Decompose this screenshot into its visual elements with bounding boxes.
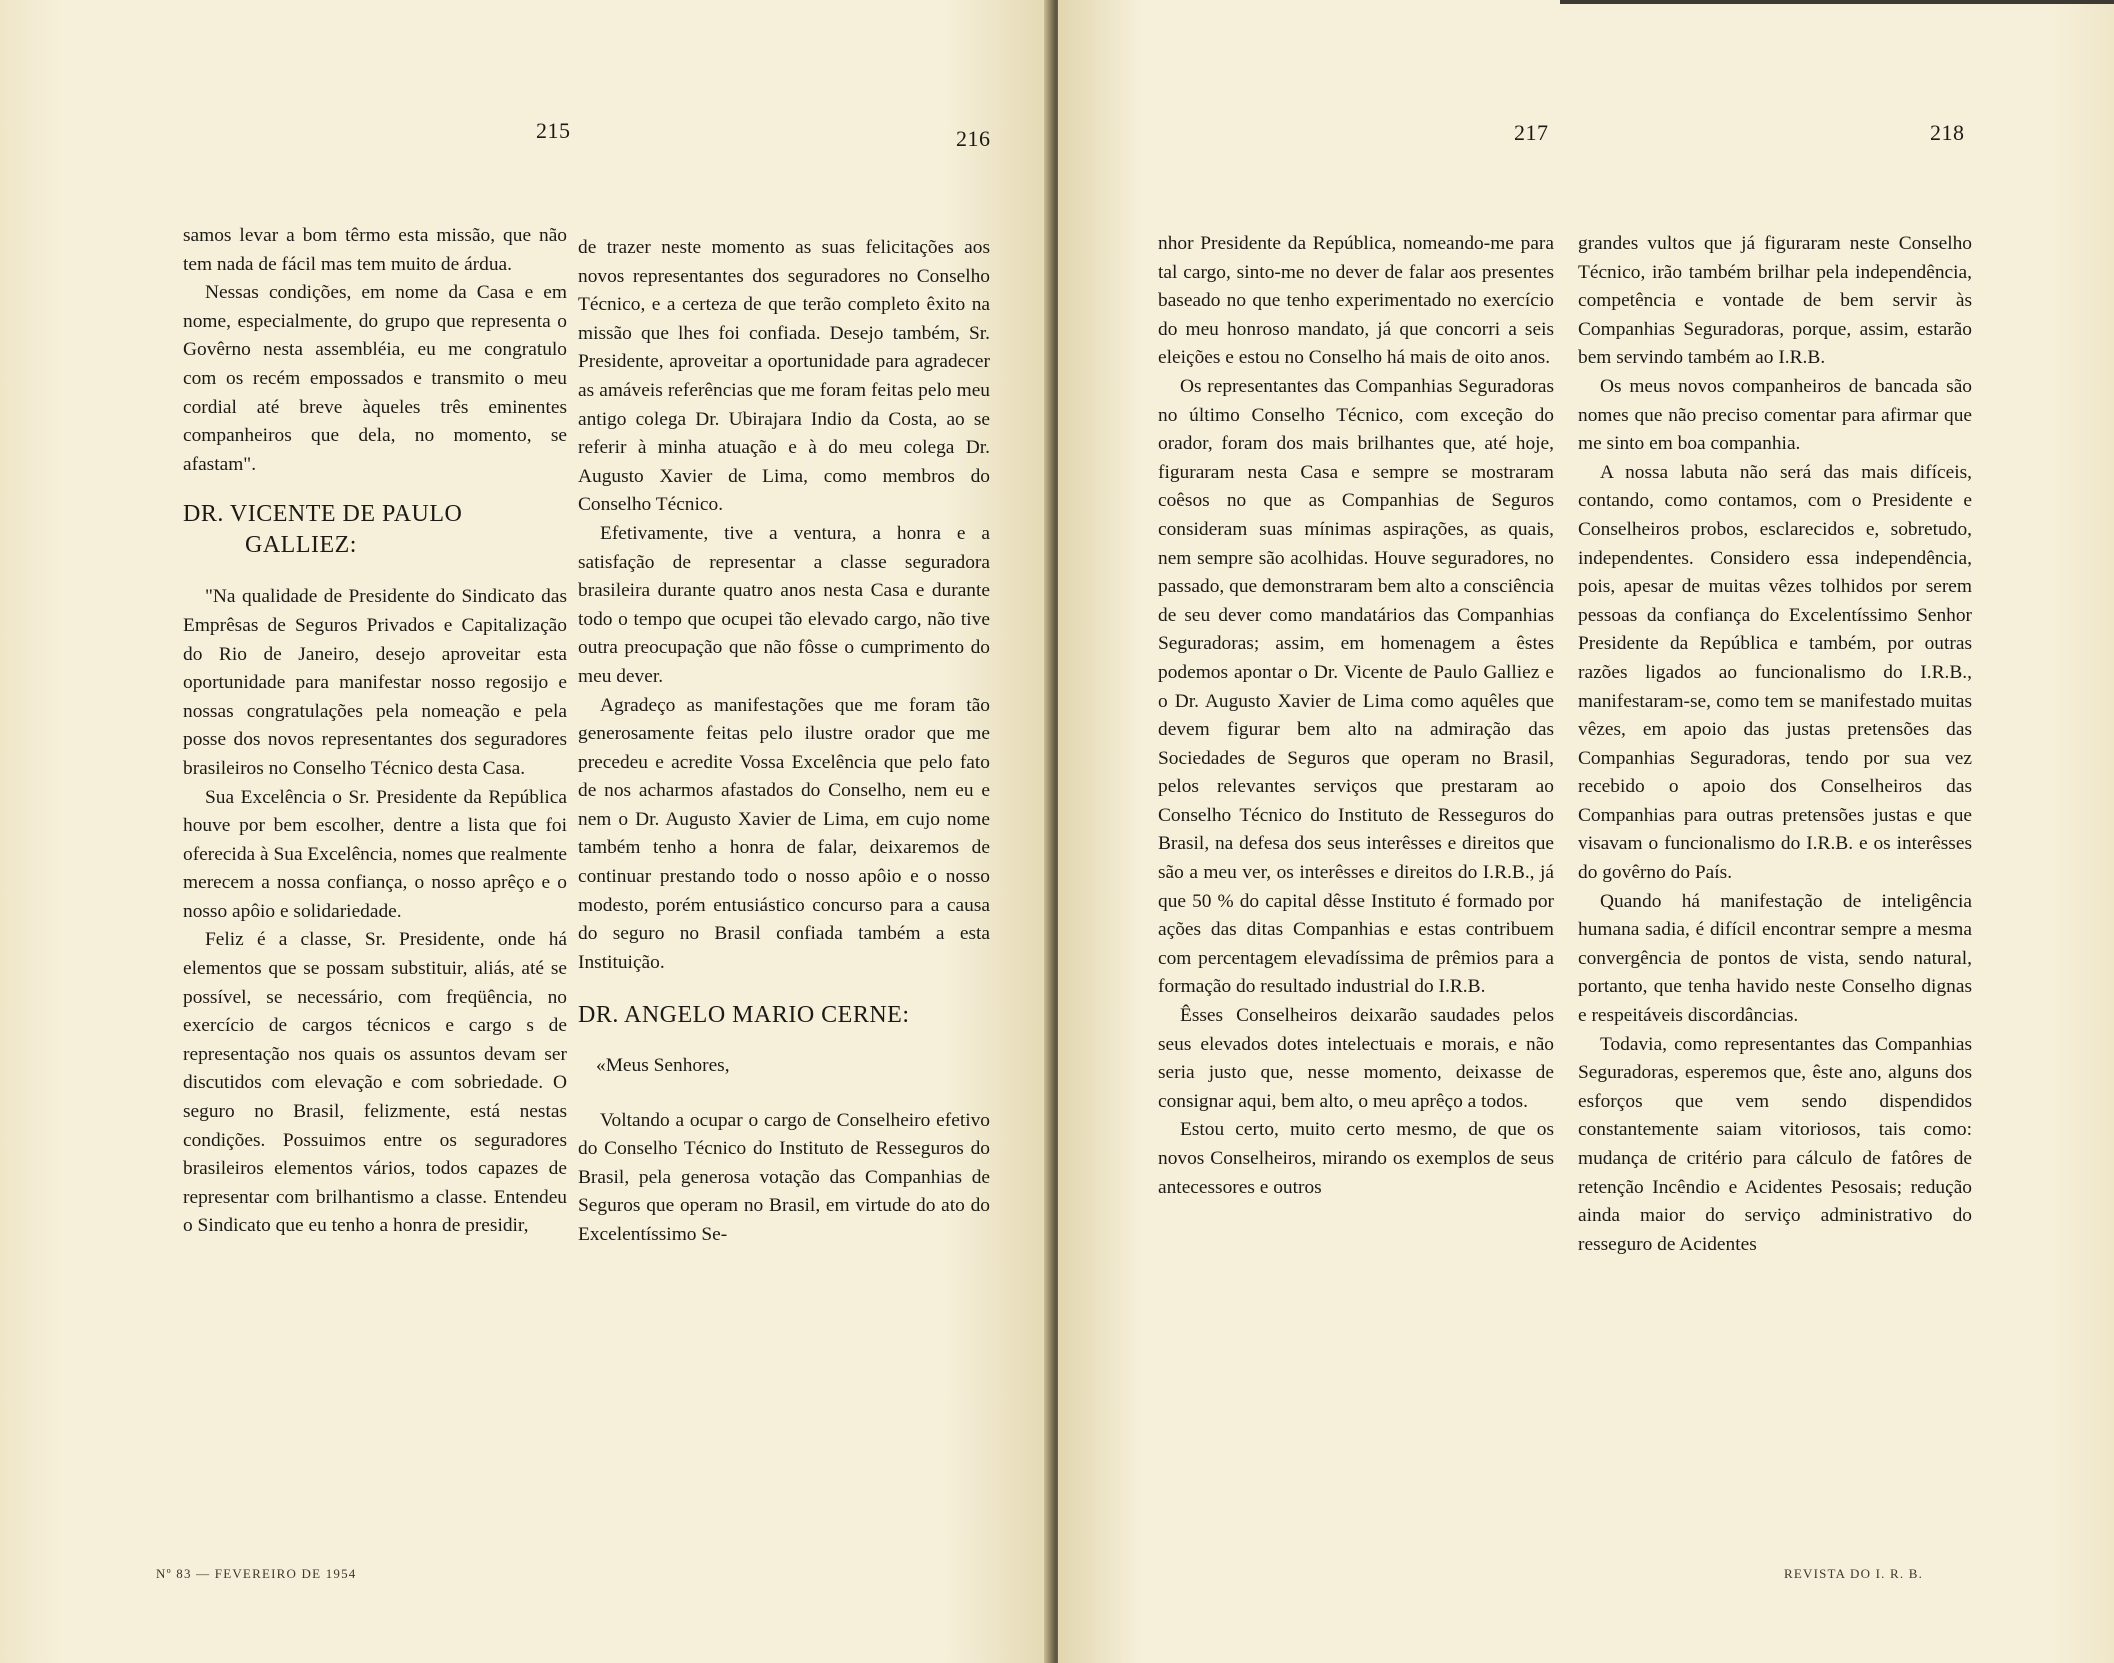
speaker-heading xyxy=(183,499,567,561)
page-number-218: 218 xyxy=(1930,120,1965,145)
paragraph: Agradeço as manifestações que me foram tão generosamente feitas pelo ilustre orador que me precedeu e acredite Vossa Excelência que pelo fato de nos acharmos afastados do Conselho, nem eu e nem o Dr. Augusto Xavier de Lima, em cujo nome também tenho a honra de falar, deixaremos de continuar prestando todo o nosso apôio e o nosso modesto, porém entusiástico concurso para a causa do seguro no Brasil confiada também a esta Instituição. xyxy=(578,694,990,973)
footer-journal: REVISTA DO I. R. B. xyxy=(1784,1566,1924,1581)
paragraph: Nessas condições, em nome da Casa e em nome, especialmente, do grupo que representa o Govêrno nesta assembléia, eu me congratulo com os recém empossados e transmito o meu cordial até breve àqueles três eminentes companheiros que dela, no momento, se afastam". xyxy=(183,282,567,475)
speaker-heading: DR. ANGELO MARIO CERNE: xyxy=(578,1002,910,1029)
paragraph: "Na qualidade de Presidente do Sindicato das Emprêsas de Seguros Privados e Capitalização do Rio de Janeiro, desejo aproveitar esta oportunidade para manifestar nosso regosijo e nossas congratulações pela nomeação e pela posse dos novos representantes dos seguradores brasileiros no Conselho Técnico desta Casa. xyxy=(183,586,567,779)
paragraph: Sua Excelência o Sr. Presidente da República houve por bem escolher, dentre a lista que foi oferecida à Sua Excelência, nomes que realmente merecem a nossa confiança, o nosso aprêço e o nosso apôio e solidariedade. xyxy=(183,786,567,922)
scan-edge-line xyxy=(1560,0,2114,4)
page-number-217: 217 xyxy=(1514,120,1549,145)
paragraph: Efetivamente, tive a ventura, a honra e a satisfação de representar a classe seguradora brasileira durante quatro anos nesta Casa e durante todo o tempo que ocupei tão elevado cargo, não tive outra preocupação que não fôsse o cumprimento do meu dever. xyxy=(578,522,990,687)
paragraph: Os representantes das Companhias Seguradoras no último Conselho Técnico, com exceção do orador, foram dos mais brilhantes que, até hoje, figuraram nesta Casa e sempre se mostraram coêsos no que as Companhias de Seguros consideram suas mínimas aspirações, as quais, nem sempre são acolhidas. Houve seguradores, no passado, que demonstraram bem alto a consciência de seu dever como mandatários das Companhias Seguradoras; assim, em homenagem a êstes podemos apontar o Dr. Vicente de Paulo Galliez e o Dr. Augusto Xavier de Lima como aquêles que devem figurar bem alto na admiração das Sociedades de Seguros que operam no Brasil, pelos relevantes serviços que prestaram ao Conselho Técnico do Instituto de Resseguros do Brasil, na defesa dos seus interêsses e direitos que são a meu ver, os interêsses e direitos do I.R.B., já que 50 % do capital dêsse Instituto é formado por ações das ditas Companhias e estas contribuem com percentagem elevadíssima de prêmios para a formação do resultado industrial do I.R.B. xyxy=(1158,375,1554,998)
left-page xyxy=(0,0,1050,1663)
paragraph: Voltando a ocupar o cargo de Conselheiro efetivo do Conselho Técnico do Instituto de Resseguros do Brasil, pela generosa votação das Companhias de Seguros que operam no Brasil, em virtude do ato do Excelentíssimo Se- xyxy=(578,1109,990,1245)
column-page-217 xyxy=(1158,230,1554,1202)
speaker-heading-line2: GALLIEZ: xyxy=(245,532,357,559)
paragraph: Estou certo, muito certo mesmo, de que os novos Conselheiros, mirando os exemplos de seus antecessores e outros xyxy=(1158,1119,1554,1198)
page-number-216: 216 xyxy=(956,126,991,151)
paragraph: nhor Presidente da República, nomeando-me para tal cargo, sinto-me no dever de falar aos presentes baseado no que tenho experimentado no exercício do meu honroso mandato, já que concorri a seis eleições e estou no Conselho há mais de oito anos. xyxy=(1158,233,1554,369)
paragraph: Todavia, como representantes das Companhias Seguradoras, esperemos que, êste ano, alguns dos esforços que vem sendo dispendidos constantemente saiam vitoriosos, tais como: mudança de critério para cálculo de fatôres de retenção Incêndio e Acidentes Pesosais; redução ainda maior do serviço administrativo do resseguro de Acidentes xyxy=(1578,1033,1972,1255)
salutation: «Meus Senhores, xyxy=(596,1055,730,1077)
paragraph: A nossa labuta não será das mais difíceis, contando, como contamos, com o Presidente e Conselheiros probos, esclarecidos e, sobretudo, independentes. Considero essa independência, pois, apesar de muitas vêzes tolhidos por serem pessoas da confiança do Excelentíssimo Senhor Presidente da República e também, por outras razões ligados ao funcionalismo do I.R.B., manifestaram-se, como tem se manifestado muitas vêzes, em apoio das justas pretensões das Companhias Seguradoras, tendo por sua vez recebido o apoio dos Conselheiros das Companhias para outras pretensões justas e que visavam o funcionalismo do I.R.B. e os interêsses do govêrno do País. xyxy=(1578,461,1972,884)
right-page xyxy=(1058,0,2114,1663)
page-number-215: 215 xyxy=(536,118,571,143)
paragraph: Quando há manifestação de inteligência humana sadia, é difícil encontrar sempre a mesma convergência de pontos de vista, sendo natural, portanto, que tenha havido neste Conselho dignas e respeitáveis discordâncias. xyxy=(1578,890,1972,1027)
speaker-heading-line1: DR. VICENTE DE PAULO xyxy=(183,501,463,528)
paragraph: de trazer neste momento as suas felicitações aos novos representantes dos seguradores no Conselho Técnico, e a certeza de que terão completo êxito na missão que lhes foi confiada. Desejo também, Sr. Presidente, aproveitar a oportunidade para agradecer as amáveis referências que me foram feitas pelo meu antigo colega Dr. Ubirajara Indio da Costa, ao se referir à minha atuação e à do meu colega Dr. Augusto Xavier de Lima, como membros do Conselho Técnico. xyxy=(578,237,990,516)
paragraph: Êsses Conselheiros deixarão saudades pelos seus elevados dotes intelectuais e morais, e não seria justo que, nesse momento, deixasse de consignar aqui, bem alto, o meu aprêço a todos. xyxy=(1158,1005,1554,1112)
footer-issue: Nº 83 — FEVEREIRO DE 1954 xyxy=(156,1566,357,1581)
paragraph: Feliz é a classe, Sr. Presidente, onde há elementos que se possam substituir, aliás, até se possível, se necessário, com freqüência, no exercício de cargos técnicos e cargo s de representação nos quais os assuntos devam ser discutidos com elevação e com sobriedade. O seguro no Brasil, felizmente, está nestas condições. Possuimos entre os seguradores brasileiros elementos vários, todos capazes de representar com brilhantismo a classe. Entendeu o Sindicato que eu tenho a honra de presidir, xyxy=(183,929,567,1237)
column-page-216 xyxy=(578,234,990,1250)
column-page-218 xyxy=(1578,230,1972,1259)
paragraph: grandes vultos que já figuraram neste Conselho Técnico, irão também brilhar pela independência, competência e vontade de bem servir às Companhias Seguradoras, porque, assim, estarão bem servindo também ao I.R.B. xyxy=(1578,233,1972,369)
column-page-215 xyxy=(183,222,567,1241)
paragraph: Os meus novos companheiros de bancada são nomes que não preciso comentar para afirmar que me sinto em boa companhia. xyxy=(1578,375,1972,455)
paragraph: samos levar a bom têrmo esta missão, que não tem nada de fácil mas tem muito de árdua. xyxy=(183,225,567,275)
